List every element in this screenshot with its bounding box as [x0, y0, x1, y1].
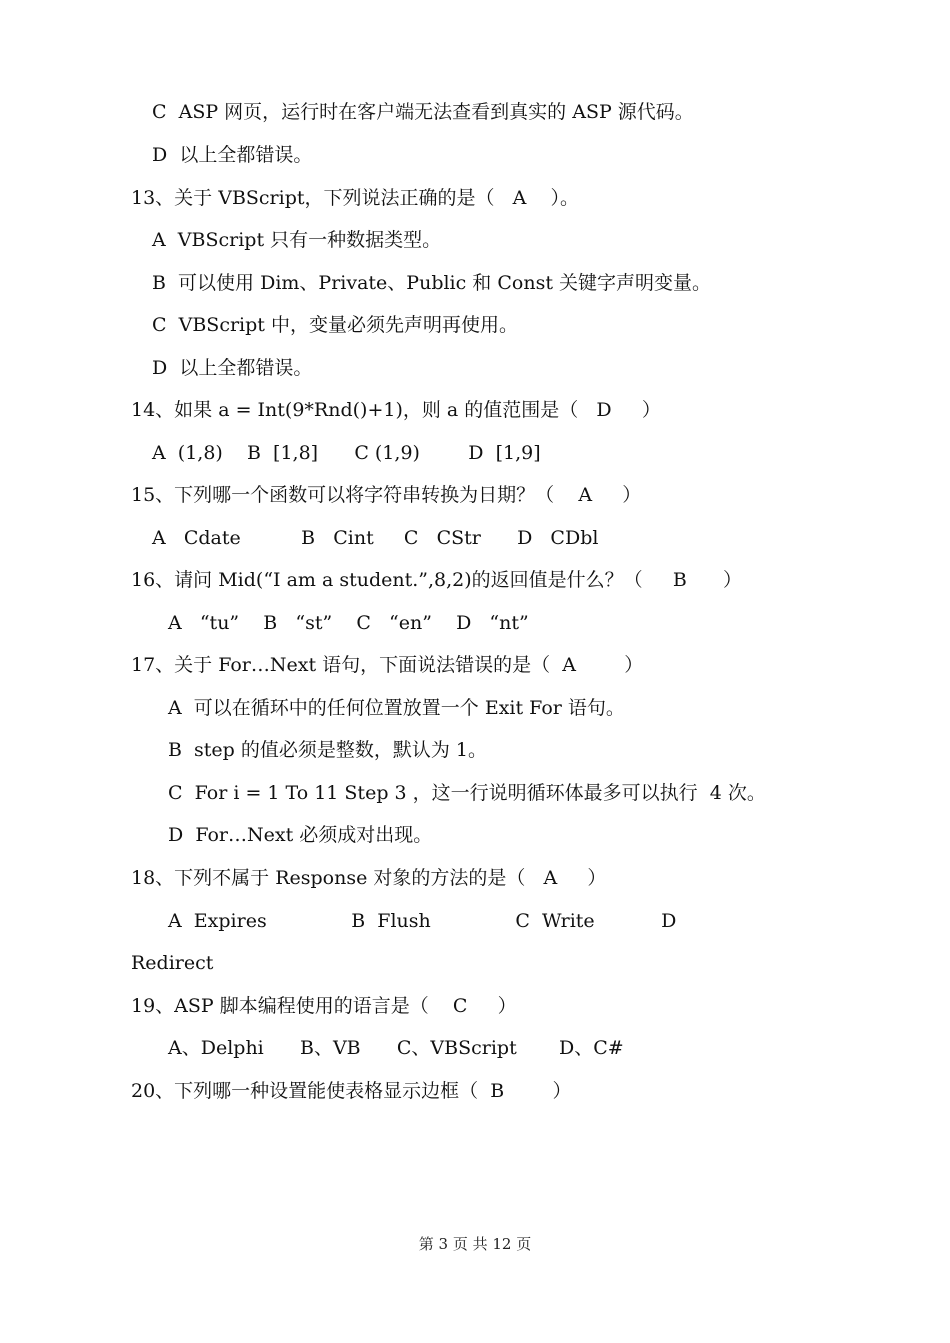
q18-options: A Expires B Flush C Write D: [168, 910, 677, 932]
question-20: 20、下列哪一种设置能使表格显示边框（ B ）: [131, 1080, 572, 1102]
question-13: 13、关于 VBScript，下列说法正确的是（ A ）。: [131, 187, 580, 209]
question-19: 19、ASP 脚本编程使用的语言是（ C ）: [131, 995, 517, 1017]
question-16: 16、请问 Mid(“I am a student.”,8,2)的返回值是什么？（ B ）: [131, 569, 743, 591]
q19-options: A、Delphi B、VB C、VBScript D、C#: [168, 1037, 624, 1059]
q18-options-continued: Redirect: [131, 952, 214, 974]
q12-option-d: D 以上全都错误。: [152, 144, 313, 166]
q17-option-b: B step 的值必须是整数，默认为 1。: [168, 739, 488, 761]
q13-option-b: B 可以使用 Dim、Private、Public 和 Const 关键字声明变量。: [152, 272, 711, 294]
question-17: 17、关于 For…Next 语句，下面说法错误的是（ A ）: [131, 654, 644, 676]
q13-option-c: C VBScript 中，变量必须先声明再使用。: [152, 314, 518, 336]
q13-option-d: D 以上全都错误。: [152, 357, 313, 379]
q17-option-a: A 可以在循环中的任何位置放置一个 Exit For 语句。: [168, 697, 625, 719]
q14-options: A (1,8) B [1,8] C (1,9) D [1,9]: [152, 442, 541, 464]
question-14: 14、如果 a = Int(9*Rnd()+1)，则 a 的值范围是（ D ）: [131, 399, 661, 421]
page-number-footer: 第 3 页 共 12 页: [418, 1235, 532, 1253]
question-18: 18、下列不属于 Response 对象的方法的是（ A ）: [131, 867, 607, 889]
q12-option-c: C ASP 网页，运行时在客户端无法查看到真实的 ASP 源代码。: [152, 101, 694, 123]
q17-option-c: C For i = 1 To 11 Step 3 ，这一行说明循环体最多可以执行 4 次。: [168, 782, 766, 804]
q17-option-d: D For…Next 必须成对出现。: [168, 824, 433, 846]
q13-option-a: A VBScript 只有一种数据类型。: [152, 229, 442, 251]
q16-options: A “tu” B “st” C “en” D “nt”: [168, 612, 529, 634]
question-15: 15、下列哪一个函数可以将字符串转换为日期？（ A ）: [131, 484, 642, 506]
q15-options: A Cdate B Cint C CStr D CDbl: [152, 527, 599, 549]
